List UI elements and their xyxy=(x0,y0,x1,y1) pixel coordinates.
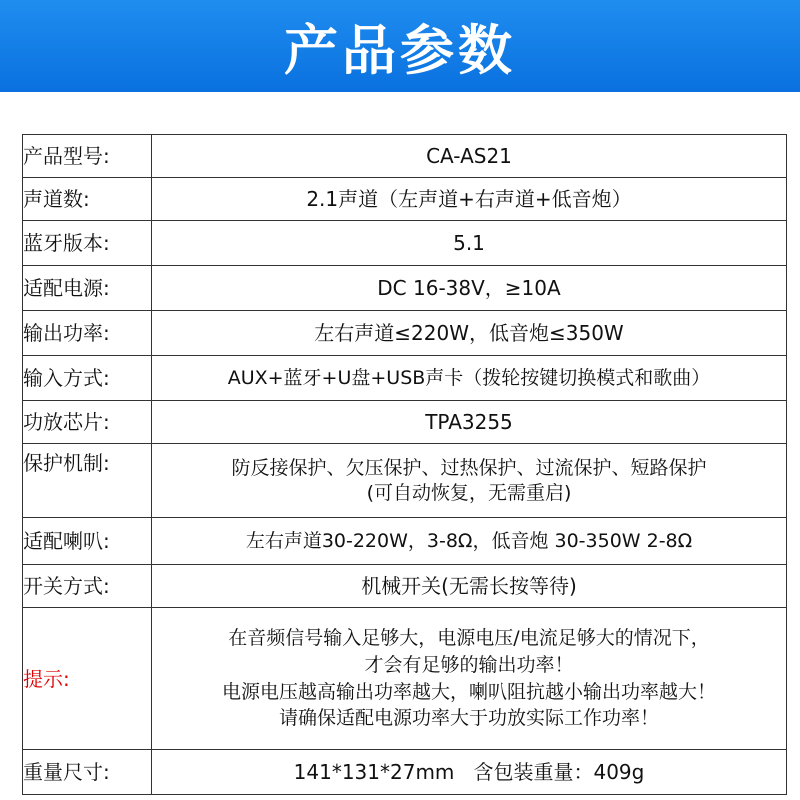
row-label: 重量尺寸: xyxy=(23,750,152,795)
title-banner xyxy=(0,0,800,92)
row-label: 适配喇叭: xyxy=(23,518,152,565)
row-value: DC 16-38V，≥10A xyxy=(152,266,787,311)
table-row xyxy=(23,565,787,608)
table-row xyxy=(23,311,787,356)
row-label: 适配电源: xyxy=(23,266,152,311)
row-value: 机械开关(无需长按等待) xyxy=(152,565,787,608)
row-label: 声道数: xyxy=(23,178,152,221)
table-row xyxy=(23,356,787,401)
table-row xyxy=(23,444,787,518)
row-value: TPA3255 xyxy=(152,401,787,444)
table-row xyxy=(23,401,787,444)
row-label: 输出功率: xyxy=(23,311,152,356)
row-label: 蓝牙版本: xyxy=(23,221,152,266)
table-row xyxy=(23,608,787,750)
row-value: 141*131*27mm 含包装重量：409g xyxy=(152,750,787,795)
table-row xyxy=(23,750,787,795)
note-label: 提示: xyxy=(23,608,152,750)
row-label: 保护机制: xyxy=(23,444,152,518)
row-label: 输入方式: xyxy=(23,356,152,401)
row-label: 开关方式: xyxy=(23,565,152,608)
row-value: CA-AS21 xyxy=(152,135,787,178)
row-value: 2.1声道（左声道+右声道+低音炮） xyxy=(152,178,787,221)
row-value: 防反接保护、欠压保护、过热保护、过流保护、短路保护 (可自动恢复，无需重启) xyxy=(152,444,787,518)
table-row xyxy=(23,135,787,178)
table-row xyxy=(23,518,787,565)
row-label: 产品型号: xyxy=(23,135,152,178)
page-title: 产品参数 xyxy=(284,18,516,82)
table-row xyxy=(23,221,787,266)
table-row xyxy=(23,266,787,311)
row-value: 左右声道≤220W，低音炮≤350W xyxy=(152,311,787,356)
table-row xyxy=(23,178,787,221)
spec-table xyxy=(22,134,787,795)
row-label: 功放芯片: xyxy=(23,401,152,444)
row-value: 5.1 xyxy=(152,221,787,266)
row-value: AUX+蓝牙+U盘+USB声卡（拨轮按键切换模式和歌曲） xyxy=(152,356,787,401)
note-value: 在音频信号输入足够大，电源电压/电流足够大的情况下， 才会有足够的输出功率！ 电源电压越高输出功率越大，喇叭阻抗越小输出功率越大！ 请确保适配电源功率大于功放实际工作功率！ xyxy=(152,608,787,750)
row-value: 左右声道30-220W，3-8Ω，低音炮 30-350W 2-8Ω xyxy=(152,518,787,565)
